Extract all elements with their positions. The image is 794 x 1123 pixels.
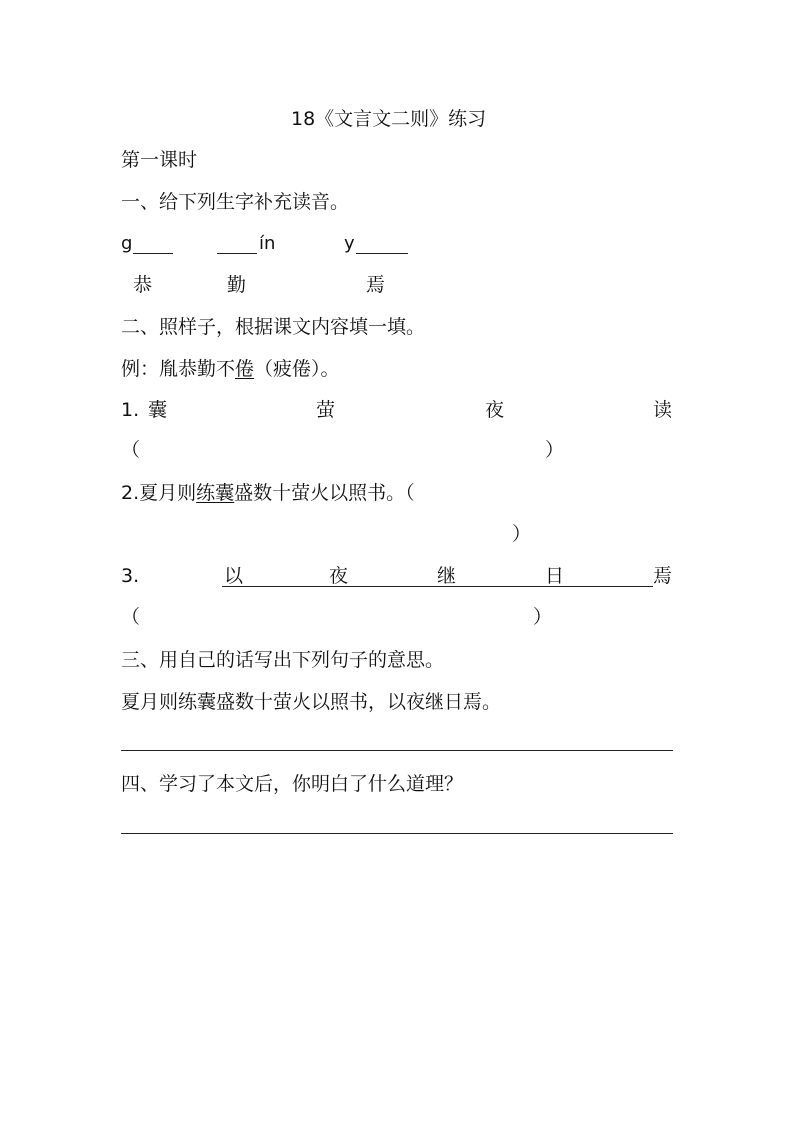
item-1-char-3: 夜 <box>485 399 505 421</box>
item-1-char-4: 读 <box>653 399 673 421</box>
character-1: 恭 <box>133 274 153 296</box>
question-1-heading: 一、给下列生字补充读音。 <box>121 191 350 213</box>
question-3-heading: 三、用自己的话写出下列句子的意思。 <box>121 649 445 671</box>
pinyin-2-suffix: ín <box>259 233 276 254</box>
item-3-char-4: 日 <box>545 565 565 587</box>
item-1-paren-close: ） <box>545 439 565 461</box>
lesson-label: 第一课时 <box>121 149 198 171</box>
answer-line-4[interactable] <box>121 833 673 834</box>
item-2-after: 盛数十萤火以照书。（ <box>234 482 415 504</box>
item-1-paren-open: （ <box>121 439 141 461</box>
item-2-paren-close: ） <box>512 523 532 545</box>
pinyin-2-blank[interactable] <box>217 253 257 254</box>
item-2-before: 2.夏月则 <box>121 482 197 504</box>
pinyin-1-prefix: g <box>121 233 133 254</box>
question-4-heading: 四、学习了本文后，你明白了什么道理？ <box>121 773 464 795</box>
pinyin-1-blank[interactable] <box>133 253 173 254</box>
page-title: 18《文言文二则》练习 <box>291 108 487 130</box>
item-3-char-3: 继 <box>437 565 457 587</box>
example-after: （疲倦）。 <box>254 358 340 380</box>
item-3-char-5: 焉 <box>653 565 673 587</box>
item-2-underlined: 练囊 <box>196 482 235 504</box>
item-3-char-1: 以 <box>224 565 244 587</box>
pinyin-3-prefix: y <box>344 233 355 254</box>
character-3: 焉 <box>366 274 386 296</box>
pinyin-3-blank[interactable] <box>356 253 408 254</box>
item-1-char-1: 囊 <box>148 399 168 421</box>
item-1-number: 1. <box>121 399 140 421</box>
answer-line-3[interactable] <box>121 750 673 751</box>
example-underlined: 倦 <box>235 358 255 380</box>
question-2-heading: 二、照样子，根据课文内容填一填。 <box>121 316 426 338</box>
item-3-paren-open: （ <box>121 606 141 628</box>
example-line <box>121 357 340 381</box>
item-3-number: 3. <box>121 565 140 587</box>
item-1-char-2: 萤 <box>316 399 336 421</box>
example-before: 例：胤恭勤不 <box>121 358 236 380</box>
character-2: 勤 <box>227 274 247 296</box>
item-3-paren-close: ） <box>533 606 553 628</box>
item-2-line <box>121 481 415 505</box>
question-3-sentence: 夏月则练囊盛数十萤火以照书，以夜继日焉。 <box>121 691 502 713</box>
item-3-char-2: 夜 <box>329 565 349 587</box>
